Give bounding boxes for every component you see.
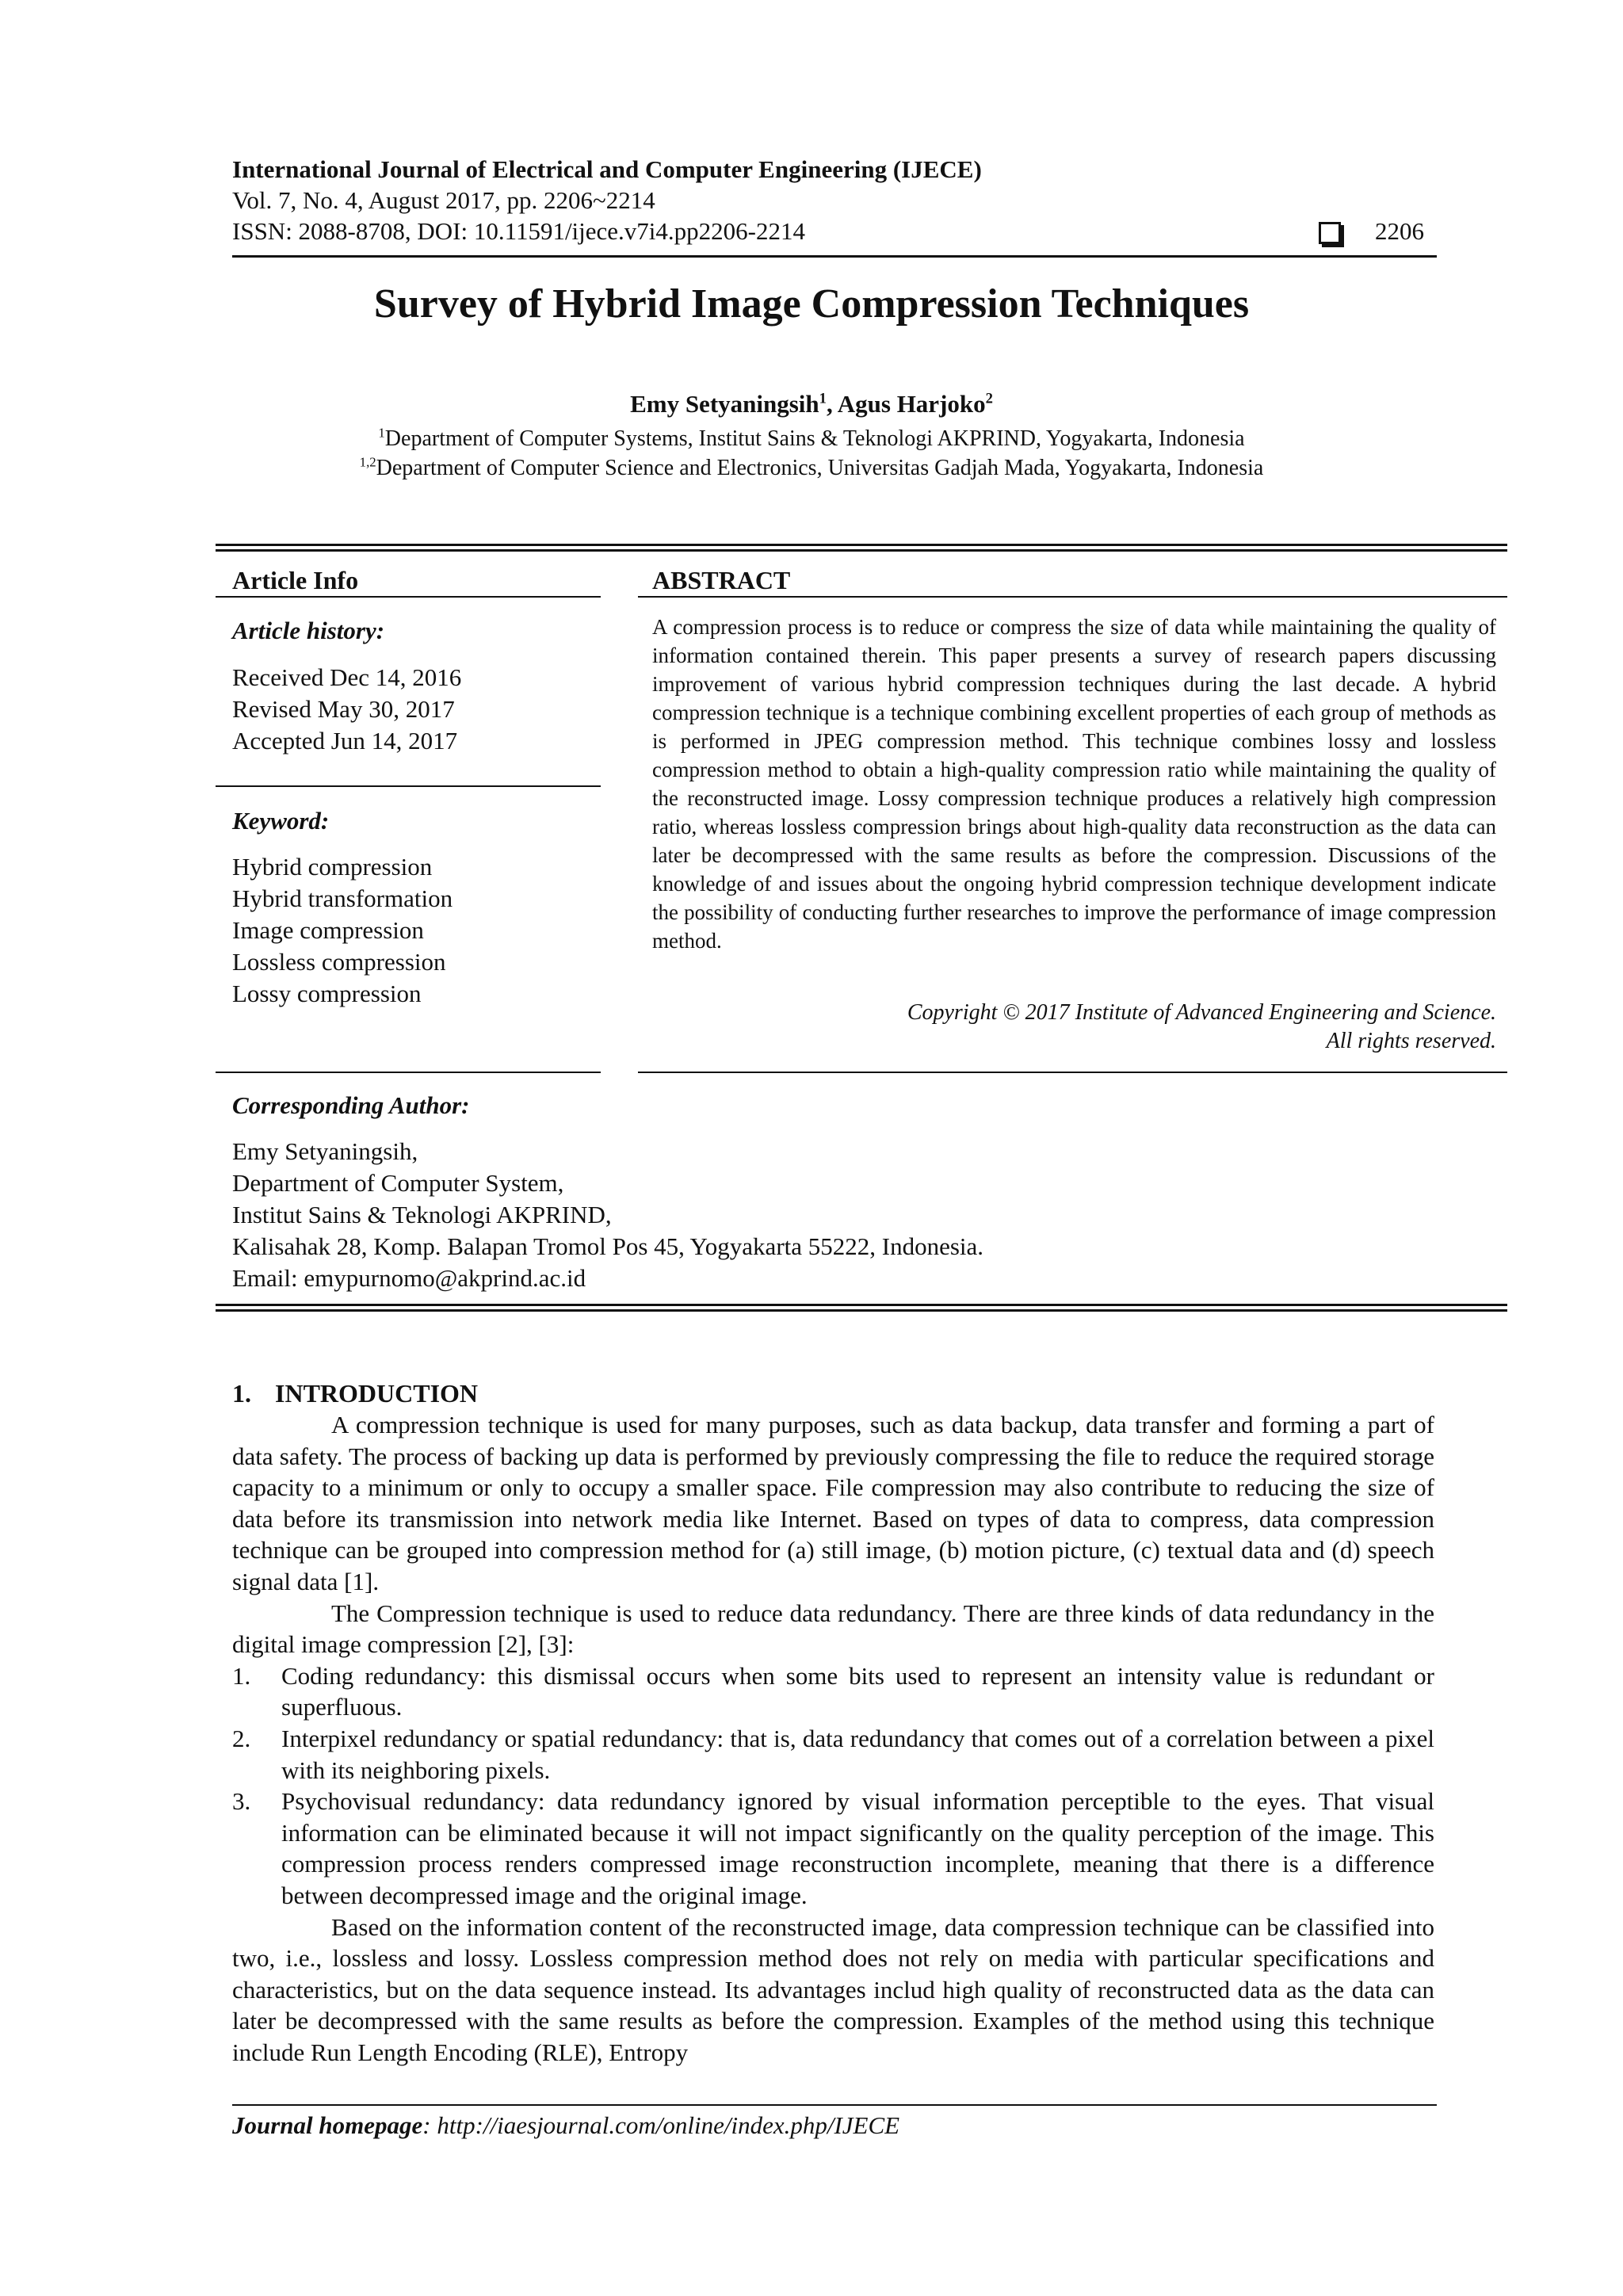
section-title: INTRODUCTION	[275, 1379, 479, 1408]
keyword-item: Lossy compression	[232, 980, 422, 1007]
section-number: 1.	[232, 1379, 251, 1408]
history-item: Received Dec 14, 2016	[232, 663, 462, 691]
homepage-label: Journal homepage	[232, 2111, 423, 2139]
keyword-item: Image compression	[232, 916, 424, 944]
author-line	[0, 388, 1623, 420]
homepage-colon: :	[422, 2111, 437, 2139]
section-heading	[232, 1377, 478, 1409]
article-info-heading: Article Info	[232, 566, 359, 594]
list-item	[232, 1660, 1434, 1723]
header-rule	[232, 255, 1437, 258]
abstract-bottom-rule	[638, 1072, 1507, 1073]
history-item: Revised May 30, 2017	[232, 695, 455, 723]
abstract-text: A compression process is to reduce or compress the size of data while maintaining the quality of information contained therein. This paper presents a survey of research papers discussing improvement of various hybrid compression techniques during the last decade. A hybrid compression technique is a technique combining excellent properties of each group of methods as is performed in JPEG compression method. This technique combines lossy and lossless compression method to obtain a high-quality compression ratio while maintaining the quality of the reconstructed image. Lossy compression technique produces a relatively high compression ratio, whereas lossless compression brings about high-quality data reconstruction as the data can later be decompressed with the same results as before the compression. Discussions of the knowledge of and issues about the ongoing hybrid compression technique development indicate the possibility of conducting further researches to improve the performance of image compression method.	[652, 615, 1496, 953]
affiliation-text: Department of Computer Science and Electronics, Universitas Gadjah Mada, Yogyakarta, Indonesia	[376, 456, 1264, 480]
body-paragraph: Based on the information content of the reconstructed image, data compression technique can be classified into two, i.e., lossless and lossy. Lossless compression method does not rely on media with particular specifications and characteristics, but on the data sequence instead. Its advantages includ high quality of reconstructed data as the data can later be decompressed with the same results as before the compression. Examples of the method using this technique include Run Length Encoding (RLE), Entropy	[232, 1912, 1434, 2066]
keyword-item: Hybrid transformation	[232, 884, 453, 912]
footer-rule	[232, 2104, 1437, 2106]
corresponding-line: Department of Computer System,	[232, 1169, 564, 1197]
issn-line: ISSN: 2088-8708, DOI: 10.11591/ijece.v7i4.pp2206-2214	[232, 217, 805, 245]
author-separator: ,	[826, 390, 838, 418]
list-text: Psychovisual redundancy: data redundancy ignored by visual information perceptible to the eyes. That visual information can be eliminated because it will not impact significantly on the quality perception of the image. This compression process renders compressed image reconstruction incomplete, meaning that there is a difference between decompressed image and the original image.	[281, 1787, 1434, 1909]
abstract-rule	[638, 596, 1507, 598]
corresponding-line: Kalisahak 28, Komp. Balapan Tromol Pos 45, Yogyakarta 55222, Indonesia.	[232, 1232, 984, 1260]
corresponding-line: Email: emypurnomo@akprind.ac.id	[232, 1264, 586, 1292]
keyword-item: Lossless compression	[232, 948, 446, 976]
affiliation	[0, 454, 1623, 483]
abstract-heading: ABSTRACT	[652, 566, 791, 594]
list-item	[232, 1786, 1434, 1911]
rights-line: All rights reserved.	[1326, 1029, 1496, 1053]
corresponding-details	[232, 1136, 983, 1294]
corresponding-line: Institut Sains & Teknologi AKPRIND,	[232, 1201, 612, 1228]
history-item: Accepted Jun 14, 2017	[232, 727, 458, 755]
keyword-item: Hybrid compression	[232, 853, 433, 881]
author-sup: 1	[819, 390, 827, 407]
corresponding-label: Corresponding Author:	[232, 1091, 470, 1119]
checkbox-icon	[1319, 222, 1341, 244]
page-number: 2206	[1375, 217, 1424, 245]
author-name: Agus Harjoko	[837, 390, 986, 418]
volume-line: Vol. 7, No. 4, August 2017, pp. 2206~2214	[232, 186, 655, 214]
list-text: Coding redundancy: this dismissal occurs when some bits used to represent an intensity value is redundant or superfluous.	[281, 1661, 1434, 1721]
copyright-line: Copyright © 2017 Institute of Advanced Engineering and Science.	[907, 1000, 1496, 1025]
journal-homepage	[232, 2110, 899, 2141]
keyword-rule	[216, 785, 601, 787]
affiliation-text: Department of Computer Systems, Institut Sains & Teknologi AKPRIND, Yogyakarta, Indonesia	[384, 426, 1245, 451]
info-top-rule	[216, 549, 1507, 552]
redundancy-list	[232, 1660, 1434, 1912]
paper-title: Survey of Hybrid Image Compression Techniques	[373, 281, 1250, 327]
journal-name: International Journal of Electrical and Computer Engineering (IJECE)	[232, 155, 982, 183]
list-text: Interpixel redundancy or spatial redundancy: that is, data redundancy that comes out of a correlation between a pixel with its neighboring pixels.	[281, 1724, 1434, 1784]
introduction-body	[232, 1409, 1434, 2068]
affiliation-sup: 1	[378, 425, 385, 441]
keyword-label: Keyword:	[232, 807, 330, 835]
author-name: Emy Setyaningsih	[630, 390, 819, 418]
info-bottom-rule	[216, 1304, 1507, 1306]
author-sup: 2	[985, 390, 993, 407]
info-bottom-rule	[216, 1309, 1507, 1312]
article-info-rule	[216, 596, 601, 598]
homepage-link[interactable]: http://iaesjournal.com/online/index.php/IJECE	[437, 2111, 900, 2139]
article-history-label: Article history:	[232, 617, 385, 644]
list-number: 3.	[232, 1787, 251, 1816]
info-bottom-rule	[216, 1072, 601, 1073]
list-item	[232, 1723, 1434, 1786]
list-number: 2.	[232, 1724, 251, 1752]
corresponding-line: Emy Setyaningsih,	[232, 1137, 418, 1165]
body-paragraph: A compression technique is used for many purposes, such as data backup, data transfer and forming a part of data safety. The process of backing up data is performed by previously compressing the file to reduce the required storage capacity to a minimum or only to occupy a smaller space. File compression may also contribute to reducing the size of data before its transmission into network media like Internet. Based on types of data to compress, data compression technique can be grouped into compression method for (a) still image, (b) motion picture, (c) textual data and (d) speech signal data [1].	[232, 1411, 1434, 1595]
affiliation	[0, 425, 1623, 453]
list-number: 1.	[232, 1661, 251, 1690]
keyword-list	[232, 851, 453, 1010]
body-paragraph: The Compression technique is used to reduce data redundancy. There are three kinds of data redundancy in the digital image compression [2], [3]:	[232, 1599, 1434, 1659]
article-history	[232, 662, 461, 757]
info-top-rule	[216, 544, 1507, 546]
affiliation-sup: 1,2	[359, 454, 376, 470]
